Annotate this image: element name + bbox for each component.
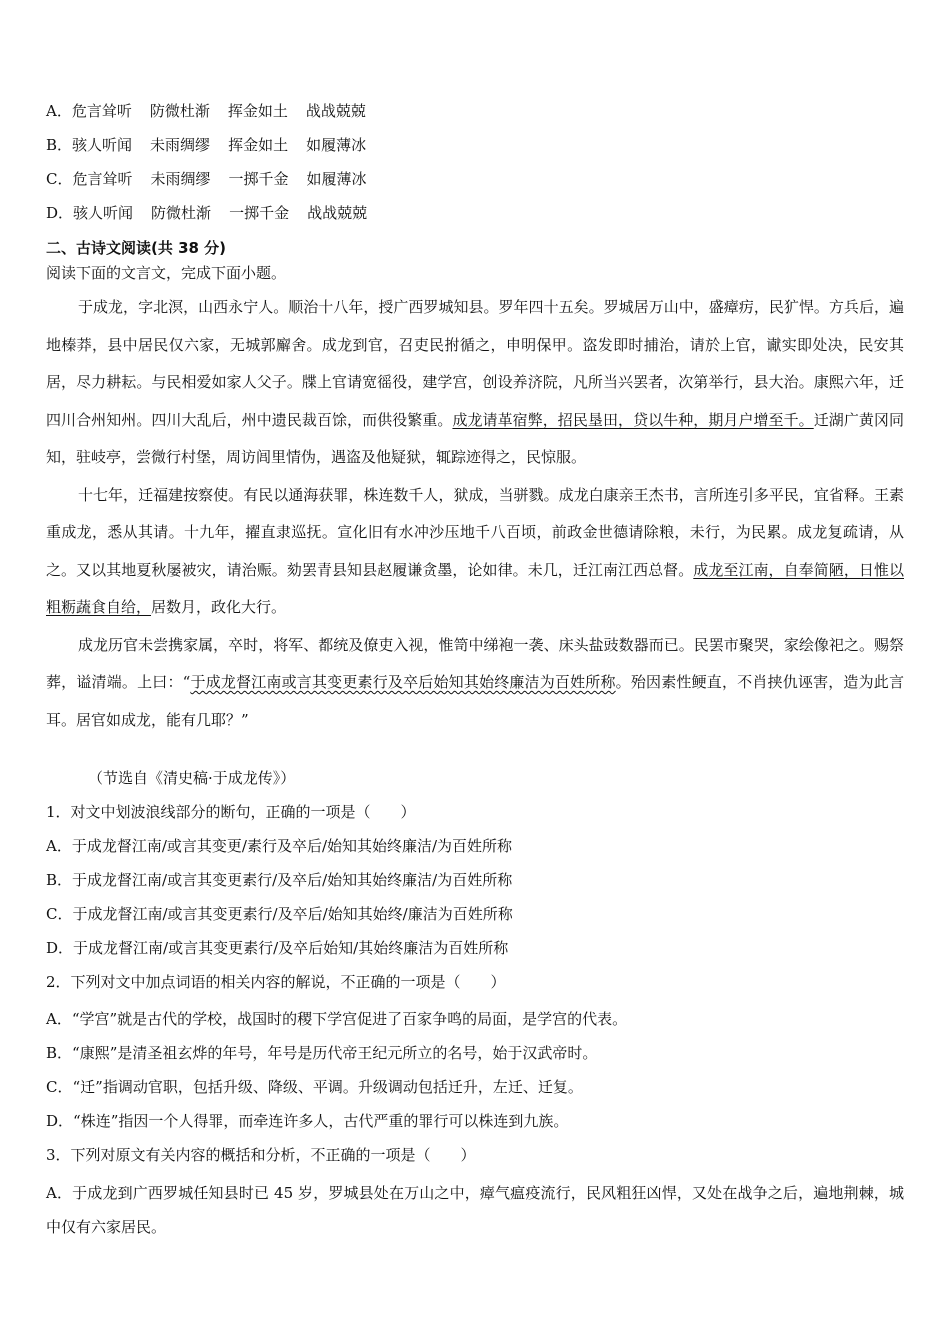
underlined-sentence-2: 成龙至江南，自奉简陋，日惟以粗粝蔬食自给，	[46, 560, 904, 616]
q1-option-d[interactable]: D．于成龙督江南/或言其变更素行/及卒后始知/其始终廉洁为百姓所称	[46, 939, 509, 957]
wavy-underlined-sentence: 于成龙督江南或言其变更素行及卒后始知其始终廉洁为百姓所称	[190, 673, 616, 691]
q1-option-c[interactable]: C．于成龙督江南/或言其变更素行/及卒后/始知其始终/廉洁为百姓所称	[46, 905, 513, 923]
q3-option-a[interactable]: A．于成龙到广西罗城任知县时已 45 岁，罗城县处在万山之中，瘴气瘟疫流行，民风粗狂凶悍，又处在战争之后，遍地荆棘，城中仅有六家居民。	[46, 1184, 904, 1236]
section-title: 二、古诗文阅读(共 38 分)	[46, 239, 227, 257]
underlined-sentence-1: 成龙请革宿弊，招民垦田，贷以牛种，期月户增至千。	[452, 410, 814, 429]
prev-option-c: C．危言耸听 未雨绸缪 一掷千金 如履薄冰	[46, 170, 367, 188]
q2-option-a[interactable]: A．“学宫”就是古代的学校，战国时的稷下学宫促进了百家争鸣的局面，是学宫的代表。	[46, 1010, 628, 1028]
prev-option-b: B．骇人听闻 未雨绸缪 挥金如土 如履薄冰	[46, 136, 367, 154]
q1-option-a[interactable]: A．于成龙督江南/或言其变更/素行及卒后/始知其始终廉洁/为百姓所称	[46, 837, 513, 855]
q1-option-b[interactable]: B．于成龙督江南/或言其变更素行/及卒后/始知其始终廉洁/为百姓所称	[46, 871, 513, 889]
q2-stem: 2．下列对文中加点词语的相关内容的解说，不正确的一项是（ ）	[46, 973, 506, 991]
q2-option-b[interactable]: B．“康熙”是清圣祖玄烨的年号，年号是历代帝王纪元所立的名号，始于汉武帝时。	[46, 1044, 598, 1062]
prev-option-d: D．骇人听闻 防微杜渐 一掷千金 战战兢兢	[46, 204, 368, 222]
passage-source: （节选自《清史稿·于成龙传》）	[88, 769, 296, 787]
passage-paragraph-3: 成龙历官未尝携家属，卒时，将军、都统及僚吏入视，惟笥中绨袍一袭、床头盐豉数器而已。民罢市聚哭，家绘像祀之。赐祭葬，谥清端。上曰：“于成龙督江南或言其变更素行及卒后始知其始终廉洁为百姓所称。殆因素性鲠直，不肖挟仇诬害，造为此言耳。居官如成龙，能有几耶？”	[46, 635, 904, 729]
q3-stem: 3．下列对原文有关内容的概括和分析，不正确的一项是（ ）	[46, 1146, 476, 1164]
q1-stem: 1．对文中划波浪线部分的断句，正确的一项是（ ）	[46, 803, 416, 821]
q2-option-d[interactable]: D．“株连”指因一个人得罪，而牵连许多人，古代严重的罪行可以株连到九族。	[46, 1112, 569, 1130]
classical-passage	[46, 289, 904, 739]
passage-paragraph-2: 十七年，迁福建按察使。有民以通海获罪，株连数千人，狱成，当骈戮。成龙白康亲王杰书，言所连引多平民，宜省释。王素重成龙，悉从其请。十九年，擢直隶巡抚。宣化旧有水冲沙压地千八百顷，前政金世德请除粮，未行，为民累。成龙复疏请，从之。又以其地夏秋屡被灾，请治赈。劾罢青县知县赵履谦贪墨，论如律。未几，迁江南江西总督。成龙至江南，自奉简陋，日惟以粗粝蔬食自给，居数月，政化大行。	[46, 485, 904, 616]
prev-option-a: A．危言耸听 防微杜渐 挥金如土 战战兢兢	[46, 102, 366, 120]
section-instruction: 阅读下面的文言文，完成下面小题。	[46, 264, 287, 282]
q2-option-c[interactable]: C．“迁”指调动官职，包括升级、降级、平调。升级调动包括迁升，左迁、迁复。	[46, 1078, 583, 1096]
passage-paragraph-1: 于成龙，字北溟，山西永宁人。顺治十八年，授广西罗城知县。罗年四十五矣。罗城居万山中，盛瘴疠，民犷悍。方兵后，遍地榛莽，县中居民仅六家，无城郭廨舍。成龙到官，召吏民拊循之，申明保甲。盗发即时捕治，请於上官，谳实即处决，民安其居，尽力耕耘。与民相爱如家人父子。牒上官请宽徭役，建学宫，创设养济院，凡所当兴罢者，次第举行，县大治。康熙六年，迁四川合州知州。四川大乱后，州中遗民裁百馀，而供役繁重。成龙请革宿弊，招民垦田，贷以牛种，期月户增至千。迁湖广黄冈同知，驻岐亭，尝微行村堡，周访闾里情伪，遇盗及他疑狱，辄踪迹得之，民惊服。	[46, 298, 904, 466]
